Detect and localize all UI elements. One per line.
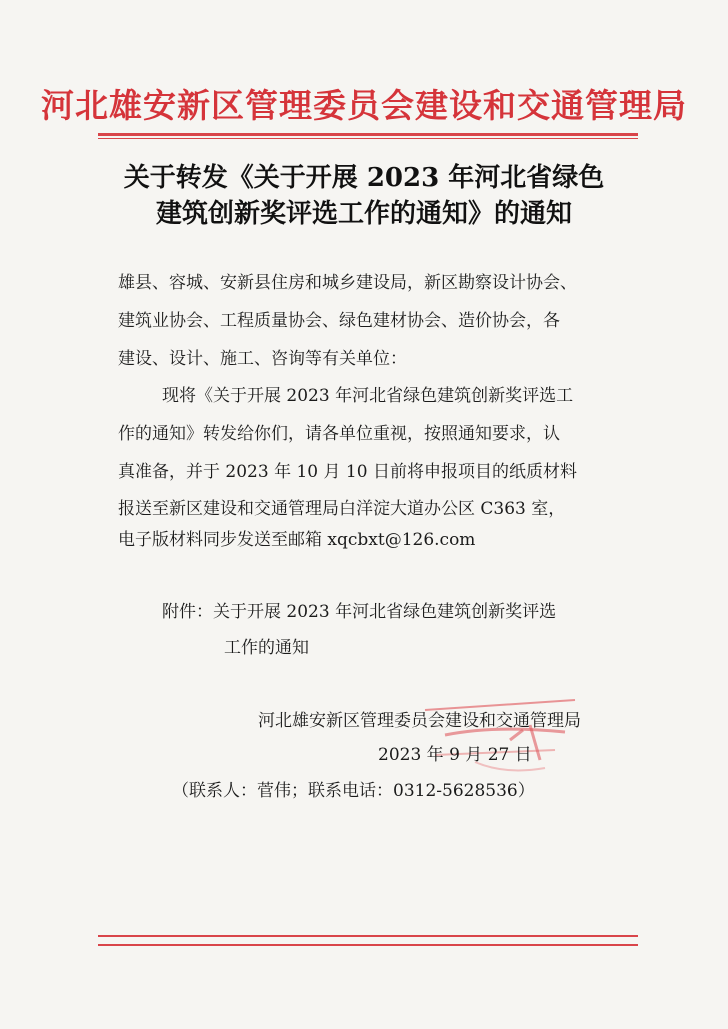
document-title: [0, 160, 728, 232]
signature-date: 2023 年 9 月 27 日: [378, 745, 532, 765]
body-paragraph-line: 电子版材料同步发送至邮箱 xqcbxt@126.com: [118, 530, 476, 550]
body-paragraph-line: 真准备，并于 2023 年 10 月 10 日前将申报项目的纸质材料: [118, 462, 577, 482]
footer-red-rule: [98, 944, 638, 946]
title-line-2: 建筑创新奖评选工作的通知》的通知: [155, 199, 572, 229]
recipients-line: 建设、设计、施工、咨询等有关单位：: [118, 349, 407, 369]
contact-info: （联系人：菅伟；联系电话：0312-5628536）: [172, 781, 535, 801]
body-paragraph-line: 现将《关于开展 2023 年河北省绿色建筑创新奖评选工: [162, 386, 574, 406]
recipients-line: 建筑业协会、工程质量协会、绿色建材协会、造价协会，各: [118, 311, 560, 331]
recipients-line: 雄县、容城、安新县住房和城乡建设局，新区勘察设计协会、: [118, 273, 577, 293]
title-line-1: 关于转发《关于开展 2023 年河北省绿色: [123, 163, 605, 193]
official-seal-stamp: [415, 680, 585, 790]
body-paragraph-line: 作的通知》转发给你们，请各单位重视，按照通知要求，认: [118, 424, 560, 444]
header-red-rule-thin: [98, 138, 638, 139]
header-red-rule: [98, 133, 638, 136]
issuing-org-header: 河北雄安新区管理委员会建设和交通管理局: [41, 86, 687, 125]
attachment-line-2: 工作的通知: [224, 638, 309, 658]
attachment-label: 附件：: [162, 602, 213, 622]
body-paragraph-line: 报送至新区建设和交通管理局白洋淀大道办公区 C363 室，: [118, 499, 566, 519]
attachment-title: 关于开展 2023 年河北省绿色建筑创新奖评选: [213, 602, 557, 622]
footer-rules: [98, 935, 638, 946]
attachment-line: [162, 601, 556, 623]
signer-org: 河北雄安新区管理委员会建设和交通管理局: [258, 711, 581, 731]
